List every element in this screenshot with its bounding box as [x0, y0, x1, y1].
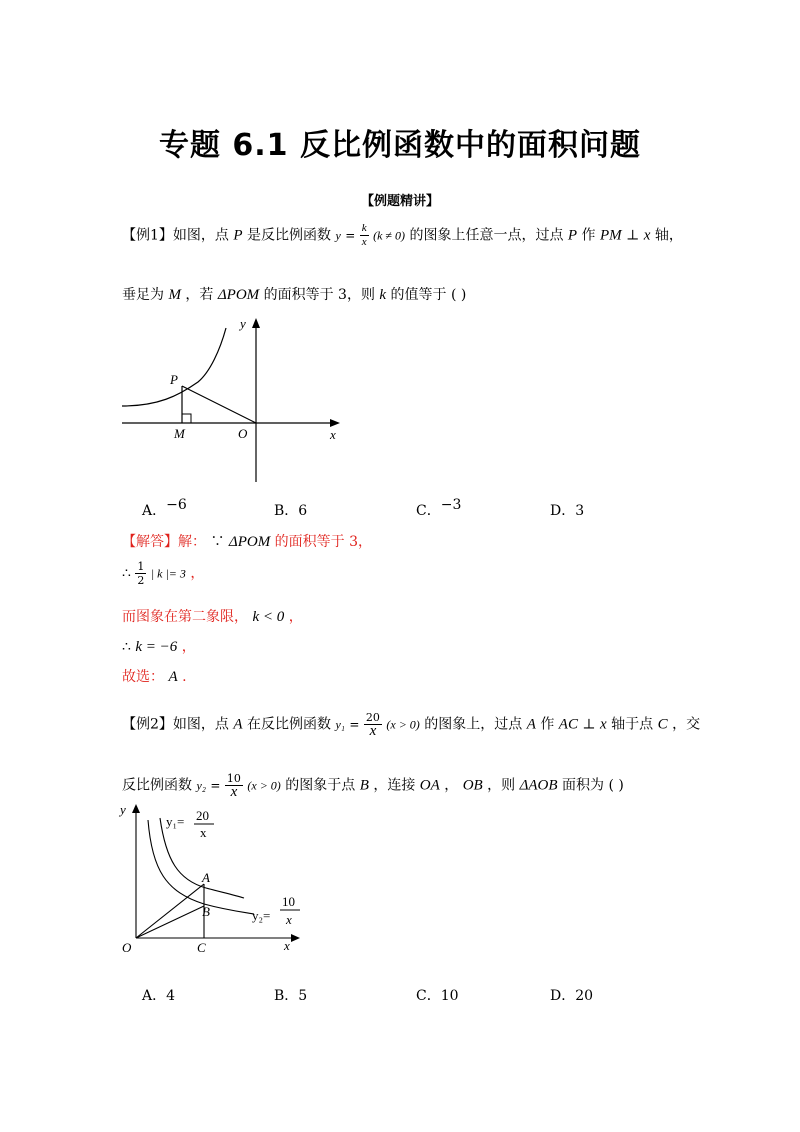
ex2-option-d[interactable]	[550, 985, 593, 1005]
ex2-fig-y1-num: 20	[196, 808, 209, 823]
ex2-x-arrow	[291, 934, 300, 942]
ex2-f1-num: 20	[365, 711, 380, 724]
ex2-label: 【例2】	[122, 716, 173, 733]
ex1-text-1: 如图，点	[172, 227, 229, 244]
ex1-point-p: P	[233, 227, 243, 244]
ex1-fig-x: x	[330, 427, 336, 442]
ex2-oa: OA	[419, 777, 440, 794]
ans1-line-1	[122, 531, 372, 551]
ex2-point-a: A	[233, 716, 243, 733]
ex1-fig-y: y	[240, 316, 246, 331]
ex2-option-a-letter: A．	[142, 988, 167, 1004]
ans1-label: 【解答】	[122, 534, 178, 550]
ex2-f1-den: x	[369, 723, 377, 739]
ex2-text-7: 反比例函数	[122, 777, 192, 794]
ex2-f2-den: x	[230, 784, 238, 800]
ans1-text-3: 而图象在第二象限，	[122, 609, 248, 625]
ex1-option-d-letter: D．	[550, 503, 576, 519]
ex2-sep: ，	[444, 777, 459, 794]
ans1-half-den: 2	[137, 574, 145, 587]
ex2-text-9: ，连接	[373, 777, 416, 794]
ex2-text-11: 面积为	[562, 777, 605, 794]
ex2-text-8: 的图象于点	[285, 777, 356, 794]
ex2-option-c-value: 10	[440, 988, 459, 1004]
ex1-segment-po	[182, 386, 256, 423]
ans1-k-lt-0: k < 0	[252, 609, 285, 625]
ex2-text-5: 轴于点	[611, 716, 654, 733]
ex2-text-6: ，交	[672, 716, 701, 733]
ex1-text-3: 的图象上任意一点，过点	[409, 227, 564, 244]
ans1-therefore: ∴	[122, 565, 131, 582]
ex2-option-c-letter: C．	[416, 988, 441, 1004]
ex2-f2-num: 10	[226, 772, 241, 785]
ex2-x: x	[600, 716, 607, 733]
ex2-fig-o: O	[122, 940, 132, 955]
ans1-therefore-2: ∴	[122, 639, 131, 655]
ex1-option-c-value: −3	[440, 497, 462, 513]
ans1-because: ∵	[210, 534, 225, 550]
ex1-fig-o: O	[238, 426, 248, 441]
ans1-dot: .	[182, 669, 187, 685]
ex2-y2: y₂	[196, 778, 206, 793]
ex1-option-c[interactable]	[416, 497, 462, 520]
ans1-text-4: 故选：	[122, 669, 164, 685]
ex2-point-c: C	[657, 716, 668, 733]
ans1-line-4	[122, 636, 196, 656]
ex1-text-5: 轴，	[654, 227, 683, 244]
ex1-pm: PM	[599, 227, 622, 244]
ex1-line-2	[122, 284, 466, 304]
ex2-option-b[interactable]	[274, 985, 307, 1005]
ex1-option-b-letter: B．	[274, 503, 299, 519]
ex2-perp: ⊥	[582, 716, 596, 733]
ex2-line-2: 反比例函数 y₂ = $\frac{10}{x}$ (x > 0) 的图象于点 B ，连接 OA ， OB ，则 ΔAOB 面积为 ( )	[122, 772, 624, 800]
ex2-f1-fraction	[364, 711, 382, 738]
ex2-text-10: ，则	[487, 777, 516, 794]
ex2-fig-b: B	[202, 904, 210, 919]
ex1-label: 【例1】	[122, 227, 173, 244]
ex2-text-1: 如图，点	[172, 716, 229, 733]
ex2-fig-y2-label: y₂=	[252, 908, 271, 923]
ans1-half-num: 1	[137, 560, 145, 573]
ex1-text-8: 的面积等于 3，则	[263, 287, 375, 303]
ex1-x-arrow	[330, 419, 340, 427]
ans1-comma: ，	[190, 565, 205, 582]
ex1-point-p-2: P	[567, 227, 578, 244]
ex1-func-fraction	[360, 222, 369, 249]
ex2-f2-fraction	[225, 772, 243, 799]
ex2-line-1: 【例2】如图，点 A 在反比例函数 y₁ = $\frac{20}{x}$ (x > 0) 的图象上，过点 A 作 AC ⊥ x 轴于点 C ，交	[122, 711, 701, 739]
ans1-comma-3: ，	[181, 639, 196, 655]
ex2-fig-y: y	[120, 802, 126, 817]
ex1-func-eq: =	[345, 228, 356, 243]
ex2-figure	[116, 800, 316, 960]
ans1-line-5	[122, 666, 187, 686]
ex2-answer-paren: ( )	[608, 777, 624, 794]
ex1-fig-m: M	[174, 426, 185, 441]
ans1-comma-2: ，	[288, 609, 303, 625]
ex2-option-d-value: 20	[575, 988, 594, 1004]
ex1-option-b-value: 6	[298, 503, 308, 519]
ex2-triangle: ΔAOB	[519, 777, 558, 794]
ex1-option-c-letter: C．	[416, 503, 441, 519]
ex2-fig-y2-num: 10	[282, 894, 295, 909]
ex1-right-angle	[182, 414, 191, 423]
ex2-fig-x: x	[284, 938, 290, 953]
ex2-ob: OB	[462, 777, 483, 794]
ex1-option-d-value: 3	[575, 503, 585, 519]
ex1-text-6: 垂足为	[122, 287, 164, 303]
ex2-option-a[interactable]	[142, 985, 175, 1005]
ex2-cond-1: (x > 0)	[386, 717, 420, 732]
ans1-text-2: 的面积等于 3，	[274, 534, 373, 550]
ex1-option-d[interactable]	[550, 500, 584, 520]
ex1-option-a[interactable]	[142, 497, 187, 520]
ex2-text-2: 在反比例函数	[247, 716, 331, 733]
ex1-text-2: 是反比例函数	[247, 227, 331, 244]
ans1-text-1: 解：	[178, 534, 206, 550]
ex1-m: M	[168, 287, 181, 303]
ex2-y1: y₁	[335, 717, 345, 732]
ex2-option-c[interactable]	[416, 985, 459, 1005]
ex1-line-1	[122, 222, 683, 249]
ex2-fig-a: A	[202, 870, 210, 885]
ex2-cond-2: (x > 0)	[247, 778, 281, 793]
ex1-func-y: y	[335, 228, 341, 243]
ex1-k: k	[379, 287, 387, 303]
ex1-option-b[interactable]	[274, 500, 307, 520]
ex1-text-4: 作	[581, 227, 596, 244]
ex1-func-numerator: k	[361, 222, 367, 234]
ex2-option-b-letter: B．	[274, 988, 299, 1004]
ex2-fig-y1-label: y₁=	[166, 814, 185, 829]
ex2-fig-y1-den: x	[200, 825, 207, 840]
ans1-k-eq: k = −6	[135, 639, 178, 655]
ex1-func-denominator: x	[361, 236, 367, 248]
page-title: 专题 6.1 反比例函数中的面积问题	[158, 128, 642, 163]
ans1-line-2	[122, 560, 204, 587]
ex1-func-condition: (k ≠ 0)	[373, 228, 405, 243]
section-heading: 【例题精讲】	[360, 194, 439, 209]
ans1-abs-k: | k |= 3	[150, 566, 186, 581]
ex1-triangle: ΔPOM	[217, 287, 260, 303]
ex2-option-a-value: 4	[166, 988, 176, 1004]
ex1-x: x	[643, 227, 651, 244]
ex2-option-d-letter: D．	[550, 988, 576, 1004]
ex1-figure	[118, 310, 348, 485]
ex1-text-7: ，若	[185, 287, 214, 303]
ex1-hyperbola	[122, 328, 226, 406]
ex2-ac: AC	[558, 716, 578, 733]
ex2-y-arrow	[132, 804, 140, 813]
ex1-answer-paren: ( )	[451, 287, 467, 303]
ex1-option-a-letter: A．	[142, 503, 167, 519]
ans1-line-3	[122, 606, 303, 626]
ex1-text-9: 的值等于	[390, 287, 447, 303]
ex1-y-arrow	[252, 318, 260, 328]
ex2-option-b-value: 5	[298, 988, 308, 1004]
ex2-point-b: B	[359, 777, 369, 794]
ans1-triangle: ΔPOM	[228, 534, 271, 550]
ex1-perp: ⊥	[626, 227, 640, 244]
ans1-half	[135, 560, 146, 587]
ans1-choice: A	[168, 669, 178, 685]
ex2-fig-y2-den: x	[286, 912, 292, 927]
ex2-text-3: 的图象上，过点	[424, 716, 523, 733]
ex1-fig-p: P	[170, 372, 178, 387]
ex2-point-a-2: A	[526, 716, 536, 733]
ex2-fig-c: C	[197, 940, 206, 955]
ex2-text-4: 作	[540, 716, 555, 733]
ex1-option-a-value: −6	[166, 497, 187, 513]
